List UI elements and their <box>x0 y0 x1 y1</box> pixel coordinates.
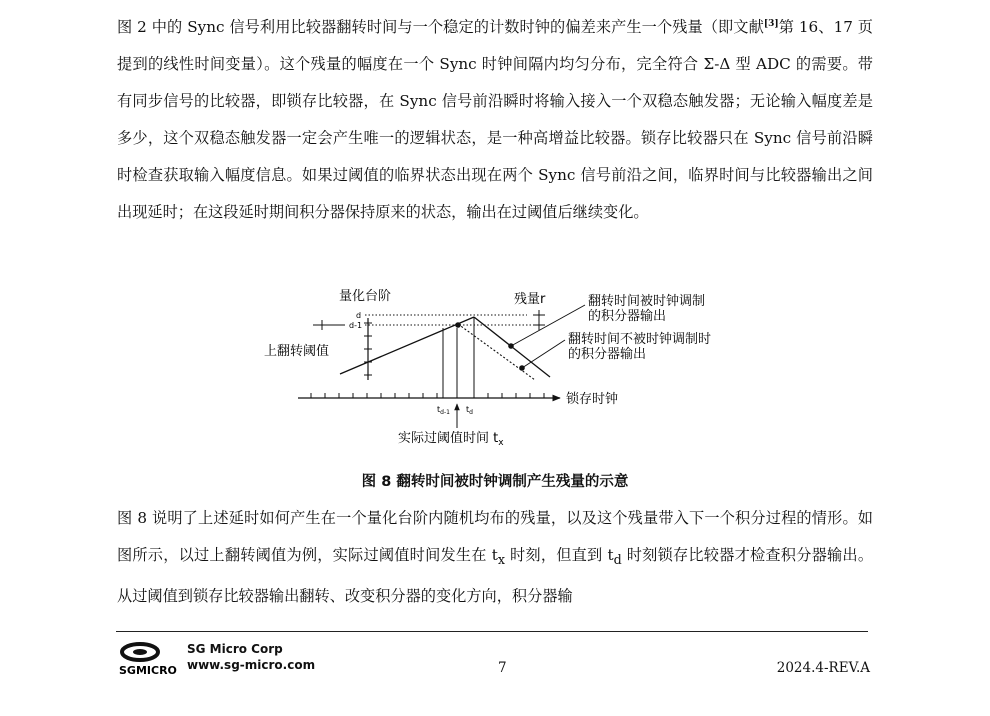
label-d-minus-1: d-1 <box>349 321 363 330</box>
clock-axis <box>298 393 560 398</box>
footer-divider <box>116 631 868 632</box>
label-td: $t_d$ <box>466 405 473 416</box>
subscript-x: x <box>497 552 505 568</box>
revision-label: 2024.4-REV.A <box>776 660 870 676</box>
label-modulated-line2: 的积分器输出 <box>588 309 667 324</box>
paragraph-text: 第 16、17 页提到的线性时间变量）。这个残量的幅度在一个 Sync 时钟间隔内均匀分布，完全符合 Σ-Δ 型 ADC 的需要。带有同步信号的比较器，即锁存比较器，在 Sync 信号前沿瞬时将输入接入一个双稳态触发器；无论输入幅度差是多少，这个双稳态触发器一定会产生唯一的逻辑状态，是一种高增益比较器。锁存比较器只在 Sync 信号前沿瞬时检查获取输入幅度信息。如果过阈值的临界状态出现在两个 Sync 信号前沿之间，临界时间与比较器输出之间出现延时；在这段延时期间积分器保持原来的状态，输出在过阈值后继续变化。 <box>117 18 873 221</box>
body-paragraph-2: 图 8 说明了上述延时如何产生在一个量化台阶内随机均布的残量，以及这个残量带入下一个积分过程的情形。如图所示，以过上翻转阈值为例，实际过阈值时间发生在 $t_x$ 时刻，但直到 $t_d$ 时刻锁存比较器才检查积分器输出。从过阈值到锁存比较器输出翻转、改变积分器的变化方向，积分器输 <box>117 509 874 606</box>
vertical-axis <box>364 318 372 380</box>
figure-caption: 图 8 翻转时间被时钟调制产生残量的示意 <box>361 474 629 490</box>
page-number: 7 <box>498 660 507 676</box>
label-residue: 残量r <box>514 292 546 307</box>
label-modulated-line1: 翻转时间被时钟调制 <box>588 294 706 309</box>
company-info <box>187 641 315 673</box>
unmodulated-output-line <box>458 324 535 380</box>
reference-marker[interactable]: [3] <box>763 18 779 29</box>
label-quant-step: 量化台阶 <box>339 289 392 304</box>
company-name: SG Micro Corp <box>187 642 283 656</box>
leader-unmodulated <box>522 340 565 368</box>
label-threshold: 上翻转阈值 <box>264 344 330 359</box>
label-latch-clock: 锁存时钟 <box>566 392 619 407</box>
paragraph-text: 图 2 中的 Sync 信号利用比较器翻转时间与一个稳定的计数时钟的偏差来产生一个残量（即文献 <box>117 18 764 36</box>
label-unmodulated-line2: 的积分器输出 <box>568 347 647 362</box>
svg-text:SGMICRO: SGMICRO <box>119 664 177 677</box>
label-td-minus-1: $t_{d-1}$ <box>437 405 450 416</box>
label-actual-crossing-time: 实际过阈值时间 $t_x$ <box>398 431 504 448</box>
subscript-d: d <box>613 552 622 568</box>
sgmicro-logo <box>118 641 188 679</box>
threshold-crossing-point <box>455 322 461 328</box>
label-d: d <box>356 311 362 320</box>
company-website[interactable]: www.sg-micro.com <box>187 658 316 672</box>
label-unmodulated-line1: 翻转时间不被时钟调制时 <box>568 332 712 347</box>
